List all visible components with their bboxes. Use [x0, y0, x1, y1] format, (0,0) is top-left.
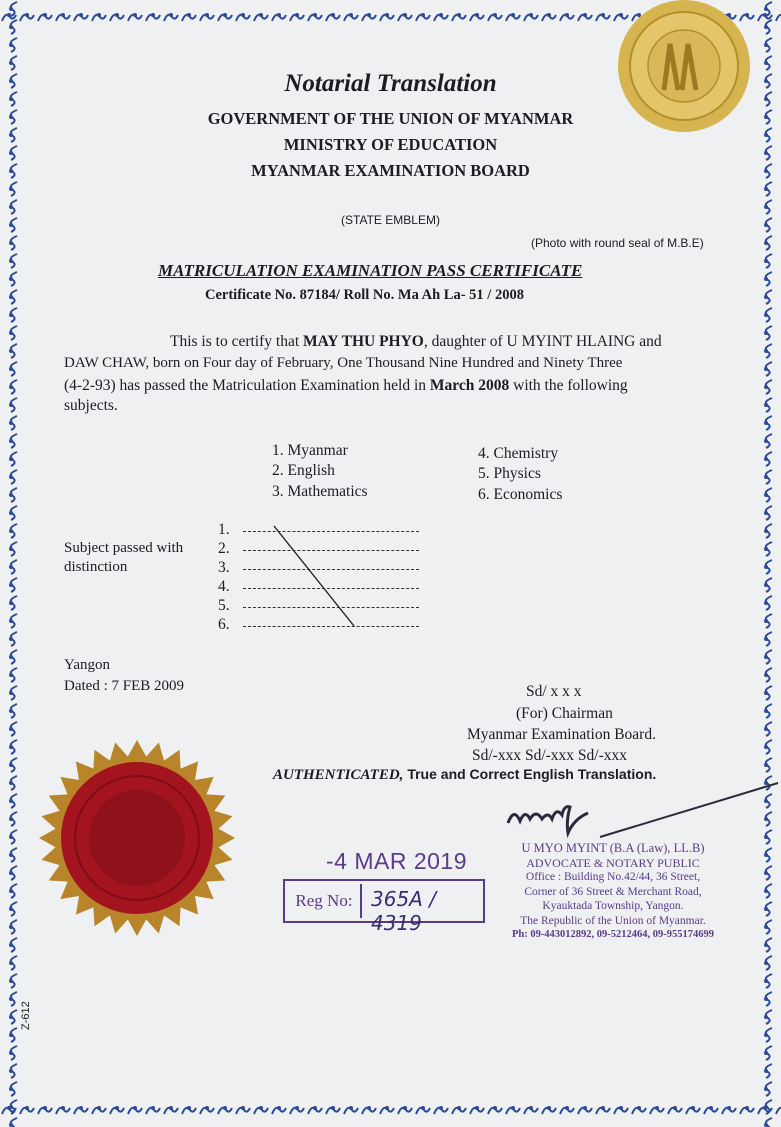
distinction-number: 1. — [218, 521, 230, 538]
strike-through-line — [270, 522, 360, 630]
authentication-line: AUTHENTICATED, True and Correct English Translation. — [273, 766, 657, 783]
body-line-1: This is to certify that MAY THU PHYO, daughter of U MYINT HLAING and — [170, 333, 662, 350]
stamp-date: -4 MAR 2019 — [326, 848, 468, 874]
exam-date: March 2008 — [429, 377, 510, 394]
bottom-border — [0, 1099, 781, 1121]
distinction-number: 5. — [218, 597, 230, 614]
signature-for: (For) Chairman — [516, 705, 613, 722]
distinction-number: 4. — [218, 578, 230, 595]
distinction-label: Subject passed with — [64, 540, 184, 556]
registration-stamp — [283, 879, 485, 935]
notary-title: ADVOCATE & NOTARY PUBLIC — [526, 855, 700, 870]
body-line-3: (4-2-93) has passed the Matriculation Examination held in March 2008 with the following — [64, 377, 628, 394]
notarial-title: Notarial Translation — [284, 70, 497, 97]
body-line-2: DAW CHAW, born on Four day of February, One Thousand Nine Hundred and Ninety Three — [64, 355, 623, 371]
distinction-label-2: distinction — [64, 559, 128, 575]
distinction-number: 2. — [218, 540, 230, 557]
state-emblem-note: (STATE EMBLEM) — [341, 213, 440, 227]
dated-line: Dated : 7 FEB 2009 — [64, 678, 184, 694]
subject-item: 2. English — [272, 462, 335, 479]
red-wax-seal — [38, 725, 236, 951]
subject-item: 6. Economics — [478, 486, 563, 503]
signature-org: Myanmar Examination Board. — [467, 726, 656, 743]
reg-label: Reg No: — [288, 884, 362, 918]
body-line-4: subjects. — [64, 397, 118, 414]
distinction-number: 6. — [218, 616, 230, 633]
notary-name: U MYO MYINT (B.A (Law), LL.B) — [521, 841, 705, 855]
subject-item: 3. Mathematics — [272, 483, 368, 500]
place-city: Yangon — [64, 657, 110, 673]
certificate-number: Certificate No. 87184/ Roll No. Ma Ah La- 51 / 2008 — [205, 287, 524, 303]
notary-office: Kyauktada Township, Yangon. — [542, 900, 684, 912]
board-heading: MYANMAR EXAMINATION BOARD — [251, 161, 530, 180]
photo-note: (Photo with round seal of M.B.E) — [531, 236, 704, 250]
notary-office: Office : Building No.42/44, 36 Street, — [525, 871, 701, 883]
ministry-heading: MINISTRY OF EDUCATION — [283, 135, 498, 154]
distinction-number: 3. — [218, 559, 230, 576]
notary-phone: Ph: 09-443012892, 09-5212464, 09-955174699 — [511, 929, 715, 940]
student-name: MAY THU PHYO — [303, 333, 424, 350]
subject-item: 1. Myanmar — [272, 442, 348, 459]
certificate-title: MATRICULATION EXAMINATION PASS CERTIFICATE — [158, 261, 583, 280]
subject-item: 5. Physics — [478, 465, 541, 482]
reg-number: 365A / 4319 — [371, 887, 436, 935]
signature-sds: Sd/-xxx Sd/-xxx Sd/-xxx — [472, 747, 628, 764]
gov-heading: GOVERNMENT OF THE UNION OF MYANMAR — [207, 109, 574, 128]
notary-stamp — [490, 841, 736, 943]
notary-country: The Republic of the Union of Myanmar. — [520, 914, 706, 927]
signature-sd: Sd/ x x x — [526, 683, 582, 700]
notary-handwritten-signature — [500, 775, 780, 845]
subject-item: 4. Chemistry — [478, 445, 559, 462]
margin-code: Z-612 — [20, 1001, 32, 1030]
notary-office: Corner of 36 Street & Merchant Road, — [524, 885, 702, 898]
